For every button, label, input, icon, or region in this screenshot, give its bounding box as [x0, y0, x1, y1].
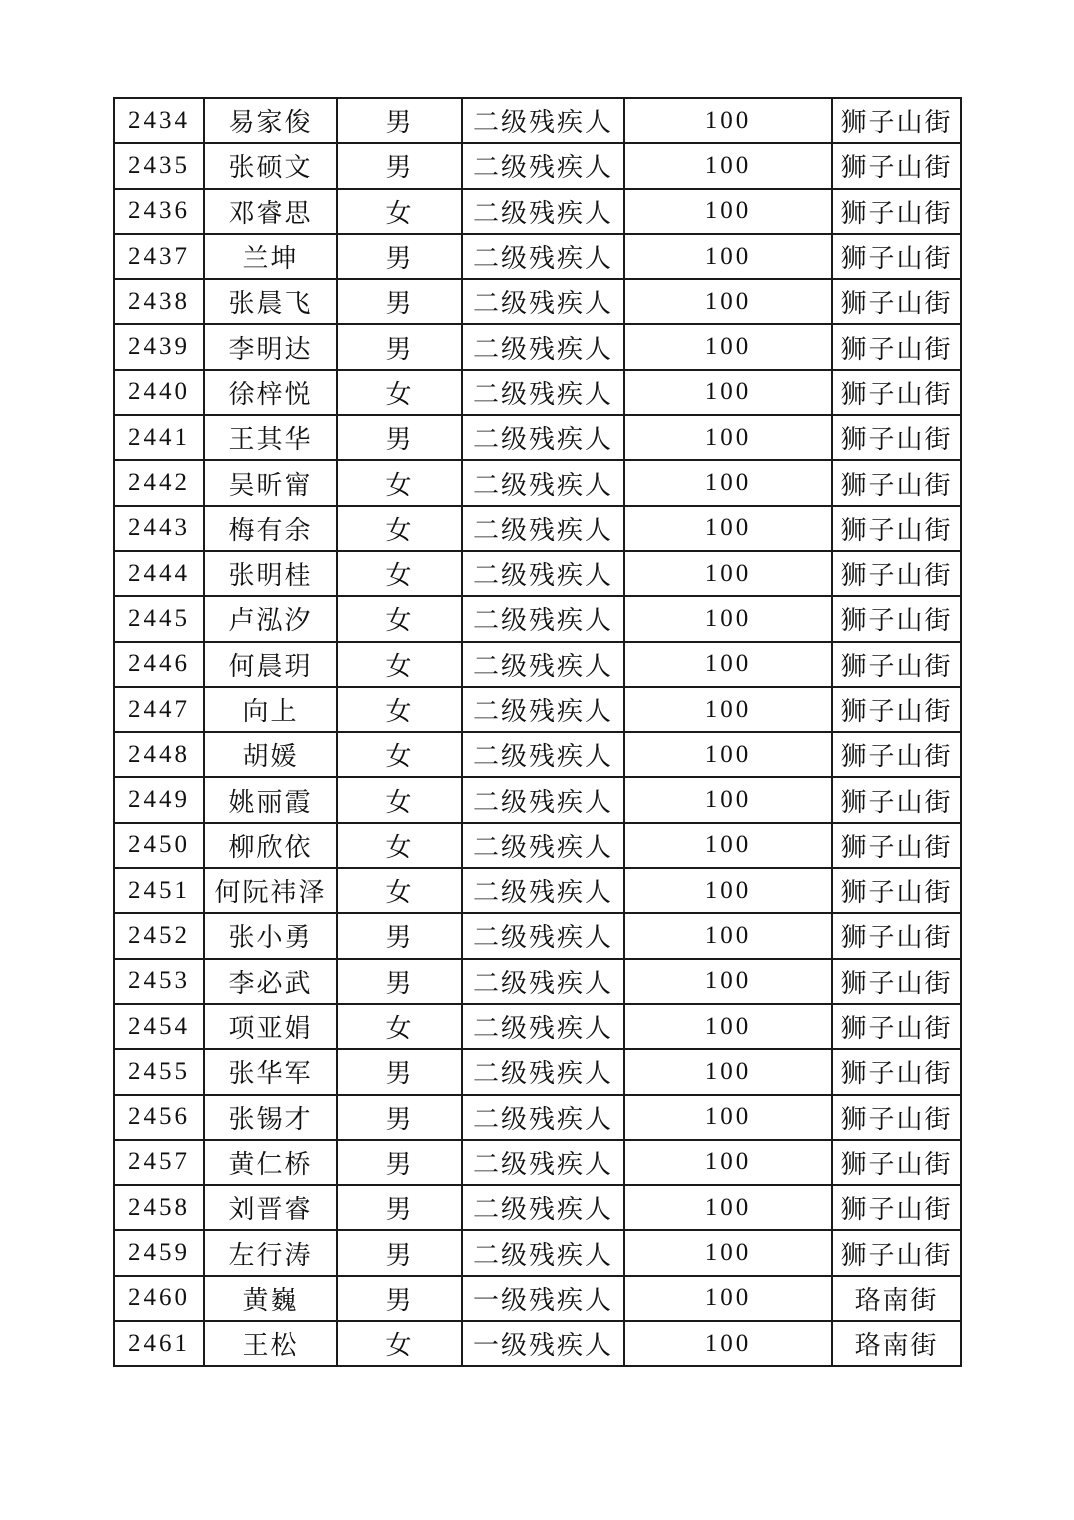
cell-street: 狮子山街 [832, 324, 961, 369]
cell-serial-number: 2457 [114, 1140, 204, 1185]
cell-serial-number: 2449 [114, 777, 204, 822]
cell-gender: 女 [337, 506, 462, 551]
cell-amount: 100 [624, 324, 832, 369]
cell-name: 黄巍 [204, 1276, 337, 1321]
cell-serial-number: 2447 [114, 687, 204, 732]
cell-disability-level: 二级残疾人 [462, 506, 624, 551]
cell-street: 狮子山街 [832, 913, 961, 958]
cell-name: 王松 [204, 1321, 337, 1366]
cell-amount: 100 [624, 143, 832, 188]
cell-disability-level: 二级残疾人 [462, 732, 624, 777]
cell-gender: 女 [337, 596, 462, 641]
cell-street: 狮子山街 [832, 1095, 961, 1140]
cell-name: 徐梓悦 [204, 370, 337, 415]
cell-name: 张小勇 [204, 913, 337, 958]
cell-amount: 100 [624, 823, 832, 868]
cell-name: 张锡才 [204, 1095, 337, 1140]
cell-street: 狮子山街 [832, 642, 961, 687]
cell-street: 狮子山街 [832, 1049, 961, 1094]
cell-amount: 100 [624, 913, 832, 958]
cell-disability-level: 二级残疾人 [462, 1095, 624, 1140]
cell-disability-level: 二级残疾人 [462, 551, 624, 596]
cell-disability-level: 二级残疾人 [462, 959, 624, 1004]
cell-street: 狮子山街 [832, 234, 961, 279]
cell-disability-level: 二级残疾人 [462, 687, 624, 732]
cell-gender: 男 [337, 1230, 462, 1275]
table-row [114, 1230, 961, 1275]
cell-amount: 100 [624, 642, 832, 687]
cell-disability-level: 二级残疾人 [462, 324, 624, 369]
cell-gender: 男 [337, 1049, 462, 1094]
cell-serial-number: 2445 [114, 596, 204, 641]
cell-street: 狮子山街 [832, 279, 961, 324]
cell-gender: 男 [337, 279, 462, 324]
cell-serial-number: 2452 [114, 913, 204, 958]
cell-serial-number: 2437 [114, 234, 204, 279]
cell-serial-number: 2455 [114, 1049, 204, 1094]
cell-serial-number: 2443 [114, 506, 204, 551]
table-row [114, 98, 961, 143]
cell-name: 易家俊 [204, 98, 337, 143]
cell-gender: 女 [337, 551, 462, 596]
cell-serial-number: 2434 [114, 98, 204, 143]
cell-disability-level: 二级残疾人 [462, 370, 624, 415]
cell-amount: 100 [624, 687, 832, 732]
cell-amount: 100 [624, 370, 832, 415]
cell-name: 李必武 [204, 959, 337, 1004]
cell-gender: 女 [337, 823, 462, 868]
cell-amount: 100 [624, 1049, 832, 1094]
cell-amount: 100 [624, 415, 832, 460]
table-row [114, 823, 961, 868]
cell-disability-level: 二级残疾人 [462, 1049, 624, 1094]
table-row [114, 959, 961, 1004]
cell-street: 狮子山街 [832, 415, 961, 460]
table-row [114, 1185, 961, 1230]
cell-serial-number: 2454 [114, 1004, 204, 1049]
cell-serial-number: 2451 [114, 868, 204, 913]
cell-name: 黄仁桥 [204, 1140, 337, 1185]
cell-name: 梅有余 [204, 506, 337, 551]
cell-name: 向上 [204, 687, 337, 732]
cell-disability-level: 二级残疾人 [462, 596, 624, 641]
cell-street: 狮子山街 [832, 189, 961, 234]
cell-serial-number: 2438 [114, 279, 204, 324]
cell-serial-number: 2440 [114, 370, 204, 415]
cell-gender: 男 [337, 913, 462, 958]
cell-serial-number: 2450 [114, 823, 204, 868]
cell-amount: 100 [624, 1004, 832, 1049]
table-row [114, 324, 961, 369]
cell-gender: 女 [337, 460, 462, 505]
cell-gender: 女 [337, 189, 462, 234]
cell-serial-number: 2458 [114, 1185, 204, 1230]
cell-street: 狮子山街 [832, 1185, 961, 1230]
cell-street: 狮子山街 [832, 1140, 961, 1185]
cell-amount: 100 [624, 1276, 832, 1321]
cell-serial-number: 2442 [114, 460, 204, 505]
cell-disability-level: 二级残疾人 [462, 642, 624, 687]
cell-disability-level: 二级残疾人 [462, 98, 624, 143]
cell-name: 张硕文 [204, 143, 337, 188]
cell-amount: 100 [624, 460, 832, 505]
cell-amount: 100 [624, 1185, 832, 1230]
table-row [114, 596, 961, 641]
cell-serial-number: 2448 [114, 732, 204, 777]
cell-serial-number: 2460 [114, 1276, 204, 1321]
cell-street: 狮子山街 [832, 596, 961, 641]
table-row [114, 868, 961, 913]
cell-disability-level: 二级残疾人 [462, 189, 624, 234]
cell-name: 柳欣依 [204, 823, 337, 868]
cell-street: 珞南街 [832, 1276, 961, 1321]
table-row [114, 279, 961, 324]
cell-street: 狮子山街 [832, 551, 961, 596]
table-row [114, 370, 961, 415]
table-body [114, 98, 961, 1366]
table-row [114, 1276, 961, 1321]
cell-name: 左行涛 [204, 1230, 337, 1275]
cell-disability-level: 二级残疾人 [462, 1230, 624, 1275]
table-row [114, 777, 961, 822]
cell-serial-number: 2436 [114, 189, 204, 234]
cell-serial-number: 2435 [114, 143, 204, 188]
cell-street: 狮子山街 [832, 370, 961, 415]
cell-name: 邓睿思 [204, 189, 337, 234]
cell-name: 胡媛 [204, 732, 337, 777]
cell-amount: 100 [624, 1230, 832, 1275]
cell-name: 兰坤 [204, 234, 337, 279]
cell-amount: 100 [624, 551, 832, 596]
cell-amount: 100 [624, 1321, 832, 1366]
cell-gender: 女 [337, 1321, 462, 1366]
cell-disability-level: 一级残疾人 [462, 1321, 624, 1366]
cell-disability-level: 二级残疾人 [462, 913, 624, 958]
cell-gender: 男 [337, 324, 462, 369]
table-row [114, 1140, 961, 1185]
cell-street: 狮子山街 [832, 868, 961, 913]
table-row [114, 913, 961, 958]
table-row [114, 687, 961, 732]
cell-serial-number: 2453 [114, 959, 204, 1004]
table-row [114, 460, 961, 505]
table-row [114, 551, 961, 596]
cell-street: 狮子山街 [832, 98, 961, 143]
cell-name: 刘晋睿 [204, 1185, 337, 1230]
table-row [114, 732, 961, 777]
cell-disability-level: 二级残疾人 [462, 279, 624, 324]
cell-gender: 女 [337, 777, 462, 822]
recipient-table [113, 97, 962, 1367]
cell-name: 何晨玥 [204, 642, 337, 687]
table-row [114, 1049, 961, 1094]
cell-name: 项亚娟 [204, 1004, 337, 1049]
cell-serial-number: 2459 [114, 1230, 204, 1275]
cell-street: 珞南街 [832, 1321, 961, 1366]
cell-amount: 100 [624, 868, 832, 913]
table-row [114, 1004, 961, 1049]
table-row [114, 234, 961, 279]
cell-gender: 男 [337, 1185, 462, 1230]
cell-gender: 男 [337, 234, 462, 279]
table-row [114, 1321, 961, 1366]
cell-name: 吴昕甯 [204, 460, 337, 505]
cell-disability-level: 二级残疾人 [462, 460, 624, 505]
cell-disability-level: 二级残疾人 [462, 1185, 624, 1230]
cell-amount: 100 [624, 596, 832, 641]
cell-disability-level: 二级残疾人 [462, 1004, 624, 1049]
cell-amount: 100 [624, 959, 832, 1004]
cell-disability-level: 二级残疾人 [462, 234, 624, 279]
cell-serial-number: 2439 [114, 324, 204, 369]
cell-gender: 女 [337, 642, 462, 687]
cell-disability-level: 二级残疾人 [462, 415, 624, 460]
cell-name: 张华军 [204, 1049, 337, 1094]
cell-gender: 男 [337, 1095, 462, 1140]
table-row [114, 1095, 961, 1140]
cell-street: 狮子山街 [832, 777, 961, 822]
cell-street: 狮子山街 [832, 1004, 961, 1049]
cell-street: 狮子山街 [832, 506, 961, 551]
cell-amount: 100 [624, 189, 832, 234]
cell-amount: 100 [624, 234, 832, 279]
cell-serial-number: 2446 [114, 642, 204, 687]
cell-gender: 女 [337, 687, 462, 732]
cell-disability-level: 二级残疾人 [462, 777, 624, 822]
cell-gender: 男 [337, 1140, 462, 1185]
cell-serial-number: 2456 [114, 1095, 204, 1140]
table-row [114, 415, 961, 460]
cell-amount: 100 [624, 1140, 832, 1185]
cell-street: 狮子山街 [832, 823, 961, 868]
cell-serial-number: 2444 [114, 551, 204, 596]
cell-disability-level: 一级残疾人 [462, 1276, 624, 1321]
cell-name: 李明达 [204, 324, 337, 369]
cell-gender: 男 [337, 415, 462, 460]
cell-street: 狮子山街 [832, 732, 961, 777]
cell-gender: 女 [337, 868, 462, 913]
cell-serial-number: 2461 [114, 1321, 204, 1366]
cell-serial-number: 2441 [114, 415, 204, 460]
cell-amount: 100 [624, 98, 832, 143]
table-row [114, 506, 961, 551]
cell-disability-level: 二级残疾人 [462, 823, 624, 868]
cell-gender: 男 [337, 959, 462, 1004]
cell-name: 张晨飞 [204, 279, 337, 324]
table-row [114, 143, 961, 188]
cell-street: 狮子山街 [832, 687, 961, 732]
cell-disability-level: 二级残疾人 [462, 868, 624, 913]
cell-disability-level: 二级残疾人 [462, 143, 624, 188]
cell-amount: 100 [624, 279, 832, 324]
cell-street: 狮子山街 [832, 460, 961, 505]
cell-amount: 100 [624, 506, 832, 551]
cell-name: 卢泓汐 [204, 596, 337, 641]
cell-amount: 100 [624, 732, 832, 777]
cell-gender: 男 [337, 143, 462, 188]
recipient-table-container [113, 97, 960, 1367]
cell-gender: 男 [337, 1276, 462, 1321]
cell-amount: 100 [624, 777, 832, 822]
cell-street: 狮子山街 [832, 959, 961, 1004]
cell-amount: 100 [624, 1095, 832, 1140]
cell-name: 姚丽霞 [204, 777, 337, 822]
cell-street: 狮子山街 [832, 143, 961, 188]
cell-gender: 男 [337, 98, 462, 143]
table-row [114, 189, 961, 234]
cell-name: 王其华 [204, 415, 337, 460]
cell-disability-level: 二级残疾人 [462, 1140, 624, 1185]
cell-gender: 女 [337, 370, 462, 415]
table-row [114, 642, 961, 687]
cell-name: 张明桂 [204, 551, 337, 596]
cell-name: 何阮祎泽 [204, 868, 337, 913]
cell-gender: 女 [337, 1004, 462, 1049]
cell-gender: 女 [337, 732, 462, 777]
cell-street: 狮子山街 [832, 1230, 961, 1275]
